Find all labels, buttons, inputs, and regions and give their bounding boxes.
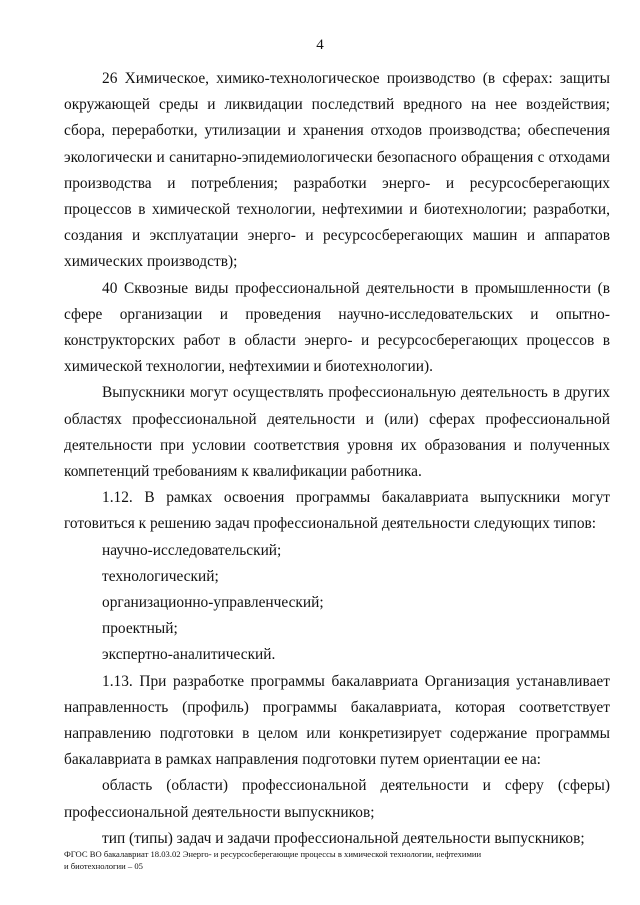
task-type-item: проектный; xyxy=(102,620,178,638)
page-footer xyxy=(64,848,564,872)
paragraph-40-cross-cutting-activities: 40 Сквозные виды профессиональной деятельности в промышленности (в сфере организации и проведения научно-исследовательских и опытно-конструкторских работ в области энерго- и ресурсосберегающих процессов в химической технологии, нефтехимии и биотехнологии). xyxy=(64,279,610,376)
footer-line-1: ФГОС ВО бакалавриат 18.03.02 Энерго- и ресурсосберегающие процессы в химической технологии, нефтехимии xyxy=(64,849,482,859)
task-type-item: научно-исследовательский; xyxy=(102,541,282,559)
footer-line-2: и биотехнологии – 05 xyxy=(64,861,143,871)
paragraph-1-13: 1.13. При разработке программы бакалавриата Организация устанавливает направленность (профиль) программы бакалавриата, которая соответствует направлению подготовки в целом или конкретизирует содержание программы бакалавриата в рамках направления подготовки путем ориентации ее на: xyxy=(64,672,610,769)
document-body xyxy=(64,66,610,852)
task-type-item: организационно-управленческий; xyxy=(102,594,324,612)
paragraph-area-of-activity: область (области) профессиональной деятельности и сферу (сферы) профессиональной деятельности выпускников; xyxy=(64,777,610,821)
task-type-item: технологический; xyxy=(102,567,219,585)
paragraph-task-types: тип (типы) задач и задачи профессиональной деятельности выпускников; xyxy=(102,829,585,847)
task-type-item: экспертно-аналитический. xyxy=(102,646,276,664)
page-number: 4 xyxy=(316,37,324,53)
paragraph-26-chemical-production: 26 Химическое, химико-технологическое производство (в сферах: защиты окружающей среды и ликвидации последствий вредного на нее воздействия; сбора, переработки, утилизации и хранения отходов производства; обеспечения экологически и санитарно-эпидемиологически безопасного обращения с отходами производства и потребления; разработки энерго- и ресурсосберегающих процессов в химической технологии, нефтехимии и биотехнологии; разработки, создания и эксплуатации энерго- и ресурсосберегающих машин и аппаратов химических производств); xyxy=(64,70,610,271)
paragraph-1-12: 1.12. В рамках освоения программы бакалавриата выпускники могут готовиться к решению задач профессиональной деятельности следующих типов: xyxy=(64,489,610,533)
paragraph-graduates-other-areas: Выпускники могут осуществлять профессиональную деятельность в других областях профессиональной деятельности и (или) сферах профессиональной деятельности при условии соответствия уровня их образования и полученных компетенций требованиям к квалификации работника. xyxy=(64,384,610,481)
